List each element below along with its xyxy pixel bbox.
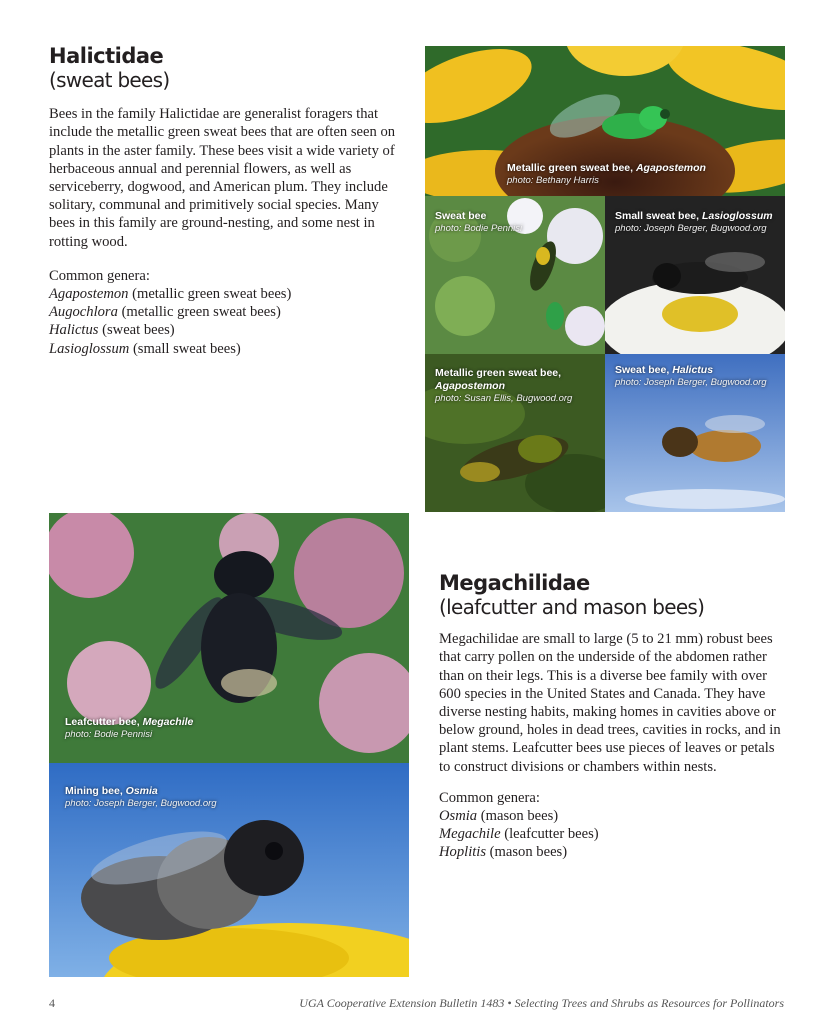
- photo-credit: photo: Joseph Berger, Bugwood.org: [65, 798, 217, 809]
- halictidae-heading: Halictidae: [49, 44, 164, 68]
- genus-desc: (metallic green sweat bees): [128, 285, 292, 302]
- caption-title-text: Small sweat bee,: [615, 210, 702, 222]
- photo-sweat-bee: [425, 196, 605, 354]
- caption: [507, 162, 706, 187]
- genus-desc: (mason bees): [486, 844, 568, 861]
- caption-genus: Agapostemon: [435, 380, 506, 392]
- genus-name: Halictus: [49, 322, 99, 339]
- caption-title: [507, 162, 706, 175]
- footer-publication: Selecting Trees and Shrubs as Resources for Pollinators: [514, 996, 784, 1010]
- caption-title-text: Metallic green sweat bee,: [507, 162, 636, 174]
- photo-credit: photo: Bodie Pennisi: [65, 729, 153, 740]
- halictidae-body: Bees in the family Halictidae are generalist foragers that include the metallic green sweat bees that are often seen on plants in the aster family. These bees visit a wide variety of herbaceous annual and perennial flowers, as well as serviceberry, dogwood, and American plum. They include solitary, communal and primitively social species. Many bees in this family are ground-nesting, and some nest in rotting wood.: [49, 106, 396, 250]
- photo-small-sweat-bee: [605, 196, 785, 354]
- caption: [65, 716, 193, 741]
- caption-title: [435, 367, 572, 393]
- genus-item: [439, 807, 783, 825]
- caption-genus: Lasioglossum: [701, 210, 773, 222]
- caption-genus: Agapostemon: [635, 162, 706, 174]
- caption-title: [615, 210, 773, 223]
- genera-label: Common genera:: [439, 789, 540, 806]
- page-number: 4: [49, 996, 55, 1010]
- genus-item: [439, 843, 783, 861]
- halictidae-genera: [49, 267, 401, 358]
- megachilidae-body: Megachilidae are small to large (5 to 21 mm) robust bees that carry pollen on the underside of the abdomen rather than on their legs. This is a diverse bee family with over 600 species in the United States and Canada. They have diverse nesting habits, making homes in cavities above or below ground, holes in dead trees, cavities in rocks, and in plant stems. Leafcutter bees use pieces of leaves or petals to construct divisions or chambers within nests.: [439, 631, 781, 775]
- caption: [435, 367, 572, 405]
- footer-citation: [299, 996, 784, 1011]
- genus-desc: (small sweat bees): [129, 340, 241, 357]
- caption-title: [65, 716, 193, 729]
- caption-title-text: Metallic green sweat bee,: [435, 367, 562, 379]
- photo-credit: photo: Bodie Pennisi: [435, 223, 523, 234]
- caption: [615, 210, 773, 235]
- genus-name: Megachile: [439, 826, 501, 843]
- caption-title: [65, 785, 217, 798]
- photo-metallic-green-sweat-bee-agapostemon: [425, 354, 605, 512]
- footer-bulletin: UGA Cooperative Extension Bulletin 1483: [299, 996, 505, 1010]
- photo-leafcutter-bee: [49, 513, 409, 763]
- footer-separator: •: [504, 996, 515, 1010]
- genus-name: Osmia: [439, 807, 478, 824]
- caption-genus: Halictus: [672, 364, 714, 376]
- caption: [615, 364, 767, 389]
- photo-credit: photo: Susan Ellis, Bugwood.org: [435, 393, 573, 404]
- megachilidae-section: [439, 571, 783, 862]
- caption-title-text: Sweat bee: [435, 210, 487, 222]
- genus-desc: (mason bees): [477, 807, 559, 824]
- caption: [435, 210, 522, 235]
- photo-metallic-green-sweat-bee-sunflower: [425, 46, 785, 196]
- megachilidae-common-name: (leafcutter and mason bees): [439, 595, 705, 620]
- photo-mining-bee: [49, 763, 409, 977]
- genera-label: Common genera:: [49, 267, 150, 284]
- genus-name: Agapostemon: [49, 285, 129, 302]
- genus-item: [439, 825, 783, 843]
- genus-item: [49, 285, 401, 303]
- genus-item: [49, 340, 401, 358]
- photo-credit: photo: Bethany Harris: [507, 175, 599, 186]
- photo-credit: photo: Joseph Berger, Bugwood.org: [615, 223, 767, 234]
- halictidae-common-name: (sweat bees): [49, 68, 170, 93]
- megachilidae-genera: [439, 789, 783, 862]
- photo-credit: photo: Joseph Berger, Bugwood.org: [615, 377, 767, 388]
- caption-title-text: Sweat bee,: [615, 364, 673, 376]
- genus-desc: (metallic green sweat bees): [117, 304, 281, 321]
- genus-desc: (sweat bees): [98, 322, 175, 339]
- caption-title: [435, 210, 522, 223]
- megachilidae-heading: Megachilidae: [439, 571, 590, 595]
- genus-name: Lasioglossum: [49, 340, 130, 357]
- photo-sweat-bee-halictus: [605, 354, 785, 512]
- genus-desc: (leafcutter bees): [500, 826, 599, 843]
- halictidae-section: [49, 44, 401, 358]
- caption: [65, 785, 217, 810]
- caption-genus: Megachile: [142, 716, 194, 728]
- genus-item: [49, 303, 401, 321]
- genus-name: Augochlora: [49, 304, 118, 321]
- caption-genus: Osmia: [125, 785, 158, 797]
- caption-title-text: Leafcutter bee,: [65, 716, 143, 728]
- genus-item: [49, 321, 401, 339]
- genus-name: Hoplitis: [439, 844, 487, 861]
- caption-title: [615, 364, 767, 377]
- caption-title-text: Mining bee,: [65, 785, 126, 797]
